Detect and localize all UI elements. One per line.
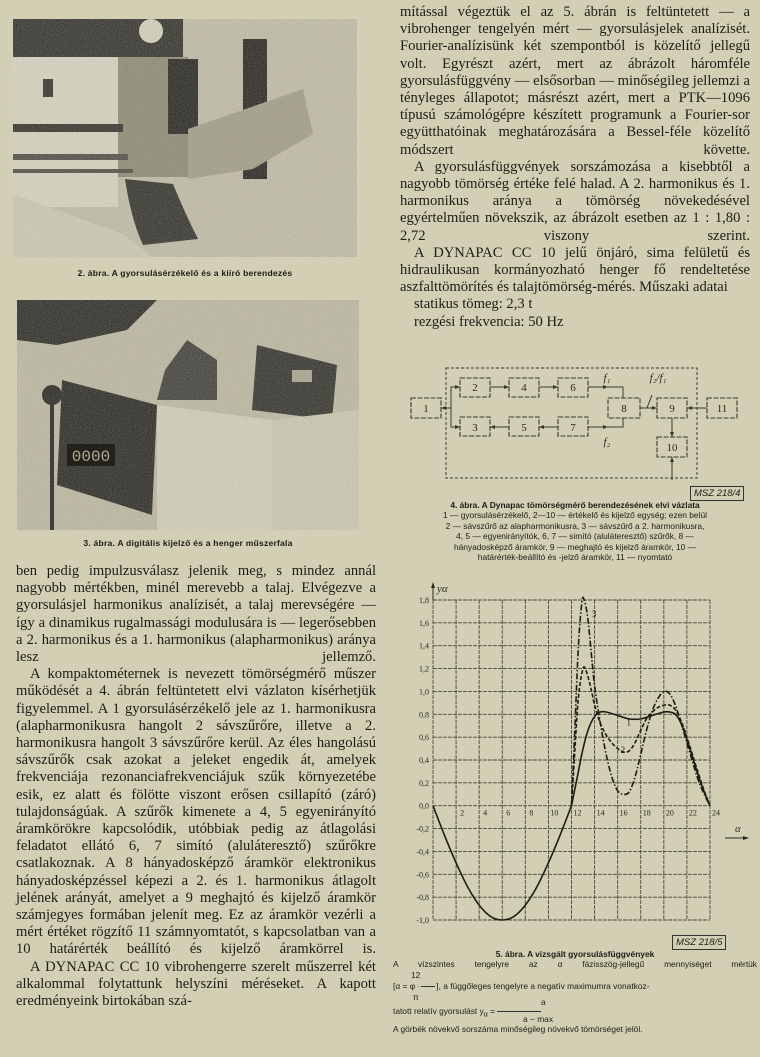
figure-5-chart [395,580,760,935]
y-tick-label: -1,0 [416,916,429,925]
block-7-label: 7 [570,422,576,434]
figure-3-caption: 3. ábra. A digitális kijelző és a henger műszerfala [83,538,293,548]
formula-denominator: π [413,991,419,1002]
y-tick-label: -0,4 [416,847,429,857]
y-tick-label: 1,4 [419,641,429,651]
spec-mass: statikus tömeg: 2,3 t [414,296,533,313]
paragraph: mítással végeztük el az 5. ábrán is feltüntetett — a vibrohenger tengelyén mért — gyorsulásjelek analízisét. Fourier-analízisünk két szempontból is közelítő jellegű volt. Egyrészt azért, mert az ábrázolt háromféle gyorsulásfüggvény — elsősorban — minőségileg jellemzi a tényleges állapotot; másrészt azért, mert a PTK—1096 típusú számológépre készített programunk a Fourier-sor együtthatóinak meghatározására a Bessel-féle közelítő módszert követte. [400,4,750,158]
x-tick-labels [460,809,720,818]
y-axis-arrowhead [431,582,435,588]
x-tick-label: 24 [712,808,720,818]
y-tick-label: 0,6 [419,733,429,743]
figure-2-caption: 2. ábra. A gyorsulásérzékelő és a kiíró berendezés [77,268,293,278]
signal-f2-label: f₂ [603,436,611,448]
x-tick-label: 6 [506,808,511,818]
caption-eq: = [487,1005,498,1016]
x-tick-label: 16 [619,808,628,818]
x-tick-label: 20 [665,808,674,818]
y-tick-label: -0,6 [416,870,429,880]
y-tick-label: 0,4 [419,756,429,765]
left-column-text [16,563,376,1010]
x-tick-label: 22 [688,808,697,818]
y-tick-label: 0,2 [419,778,429,788]
block-2-label: 2 [472,382,478,394]
formula-numerator: 12 [411,969,421,980]
figure-4-legend-line: hányadosképző áramkör, 9 — meghajtó és kijelző áramkör, 10 — [453,541,697,552]
spec-frequency: rezgési frekvencia: 50 Hz [414,313,564,330]
y-tick-label: 0,0 [419,801,429,811]
paragraph: A gyorsulásfüggvények sorszámozása a kisebbtől a nagyobb tömörség értéke felé halad. A 2. harmonikus és 1. harmonikus aránya a tömörség növekedésével egyértelműen növekszik, az ábrázolt esetben az 1 : 1,80 : 2,72 viszony szerint. [400,158,750,244]
figure-4-stamp: MSZ 218/4 [690,486,744,501]
formula-lhs: [α = φ · [393,980,421,991]
caption-line3: tatott relatív gyorsulást y [393,1005,484,1016]
y-tick-label: -0,8 [416,893,429,903]
x-tick-label: 12 [573,808,582,818]
figure-3-photo [17,300,359,530]
figure-4-caption [393,500,757,562]
chart-grid [433,600,710,920]
figure-4-legend-line: határérték-beállító és -jelző áramkör, 11 — nyomtató [477,552,673,563]
roller-photo-illustration [13,19,357,257]
formula-rest: ], a függőleges tengelyre a negatív maximumra vonatkoz- [436,980,650,991]
block-4-label: 4 [521,382,527,394]
signal-ratio-label: f₂/f₁ [649,372,667,384]
x-tick-label: 10 [550,808,559,818]
figure-4-legend-line: 1 — gyorsulásérzékelő, 2—10 — értékelő és kijelző egység; ezen belül [443,510,707,521]
series-label-1: 1 [626,717,631,728]
figure-5-caption-title: 5. ábra. A vizsgált gyorsulásfüggvények [495,949,655,959]
figure-2-photo [13,19,357,257]
figure-4-legend-line: 4, 5 — egyenirányítók, 6, 7 — simító (aluláteresztő) szűrők, 8 — [456,531,694,542]
right-column-text [400,4,750,331]
y-tick-label: 0,8 [419,710,429,720]
y-tick-label: 1,8 [419,596,429,605]
x-tick-label: 4 [483,808,488,818]
x-tick-label: 2 [460,808,465,818]
x-axis-label: α [735,823,741,835]
block-3-label: 3 [472,422,478,434]
block-9-label: 9 [669,403,675,415]
block-1-label: 1 [423,403,429,415]
figure-4-caption-title: 4. ábra. A Dynapac tömörségmérő berendezésének elvi vázlata [450,500,700,510]
series-label-2: 2 [620,744,626,755]
figure-5-caption-line: A vízszintes tengelyre az α fázisszög-jellegű mennyiséget mértük [393,959,757,970]
digital-display-readout: 0000 [71,448,111,466]
series-label-3: 3 [591,608,597,619]
block-11-label: 11 [716,403,728,415]
signal-f1-label: f₁ [603,372,611,384]
caption-subscript: α [483,1011,488,1019]
block-5-label: 5 [521,422,527,434]
fraction-numerator: a [541,996,546,1007]
y-axis-label: yα [437,583,448,595]
block-6-label: 6 [570,382,576,394]
fraction-denominator: a − max [523,1013,554,1024]
figure-5-caption-line: A görbék növekvő sorszáma minőségileg növekvő tömörséget jelöl. [393,1023,643,1034]
block-10-label: 10 [666,442,678,454]
x-tick-label: 14 [596,808,605,818]
x-tick-label: 8 [529,808,534,818]
y-tick-label: 1,6 [419,618,429,628]
paragraph: A kompaktométernek is nevezett tömörségmérő műszer működését a 4. ábrán feltüntetett elvi vázlaton kísérhetjük figyelemmel. A 1 gyorsulásérzékelő jele az 1. harmonikusra (alapharmonikusra hangolt 2 sávszűrőre, illetve a 2. harmonikusra hangolt 3 sávszűrőre kerül. Az éles hangolású sávszűrők csak azokat a jeleket engedik át, amelyek frekvenciája rezonanciafrekvenciájuk szűk környezetébe esik, ez alatt és fölötte viszont erősen csillapító (záró) tulajdonságúak. A szűrők kimenete a 4, 5 egyenirányító áramkörökre kapcsolódik, utóbbiak pedig az átlagolási feladatot ellátó 6, 7 simító (aluláteresztő) szűrőkre csatlakoznak. A 8 hányadosképző áramkör elektronikus hányadosképzéssel képezi a 2. és 1. harmonikus átlagolt jelének arányát, amelyet a 9 meghajtó és kijelző áramkör számjegyes formában jelenít meg. Ez az áramkör vezérli a mért értéket rögzítő 11 számnyomtatót, s kapcsolatban van a 10 határérték beállító és kijelző áramkörrel is. [16,666,376,958]
paragraph: A DYNAPAC CC 10 vibrohengerre szerelt műszerrel két alkalommal folytattunk helyszíni méréseket. A kapott eredményeink birtokában szá- [16,958,376,1010]
paragraph: ben pedig impulzusválasz jelenik meg, s mindez annál nagyobb mértékben, minél merevebb a talaj. Elvégezve a gyorsulásjel harmonikus analízisét, a talaj merevségére — így a dinamikus rugalmassági modulusára is — legerősebben a 2. harmonikus és a 1. harmonikus (alapharmonikus) aránya lesz jellemző. [16,563,376,666]
series-labels [592,609,631,755]
x-axis-arrowhead [743,836,749,840]
digital-display [67,444,115,466]
figure-4-legend-line: 2 — sávszűrő az alapharmonikusra, 3 — sávszűrő a 2. harmonikusra, [445,520,705,531]
paragraph: A DYNAPAC CC 10 jelű önjáró, sima felületű és hidraulikusan kormányozható henger fő rendeltetése aszfalttömörítés és talajtömörség-mérés. Műszaki adatai [400,244,750,296]
figure-5-stamp: MSZ 218/5 [672,935,726,950]
instrument-panel-photo-illustration [17,300,359,530]
y-tick-label: 1,2 [419,664,429,674]
block-8-label: 8 [621,403,627,415]
y-tick-label: -0,2 [416,824,429,834]
y-tick-labels [416,596,429,925]
x-tick-label: 18 [642,808,651,818]
figure-4-block-diagram [400,355,760,485]
y-tick-label: 1,0 [419,687,429,697]
figure-5-caption [393,949,757,1034]
